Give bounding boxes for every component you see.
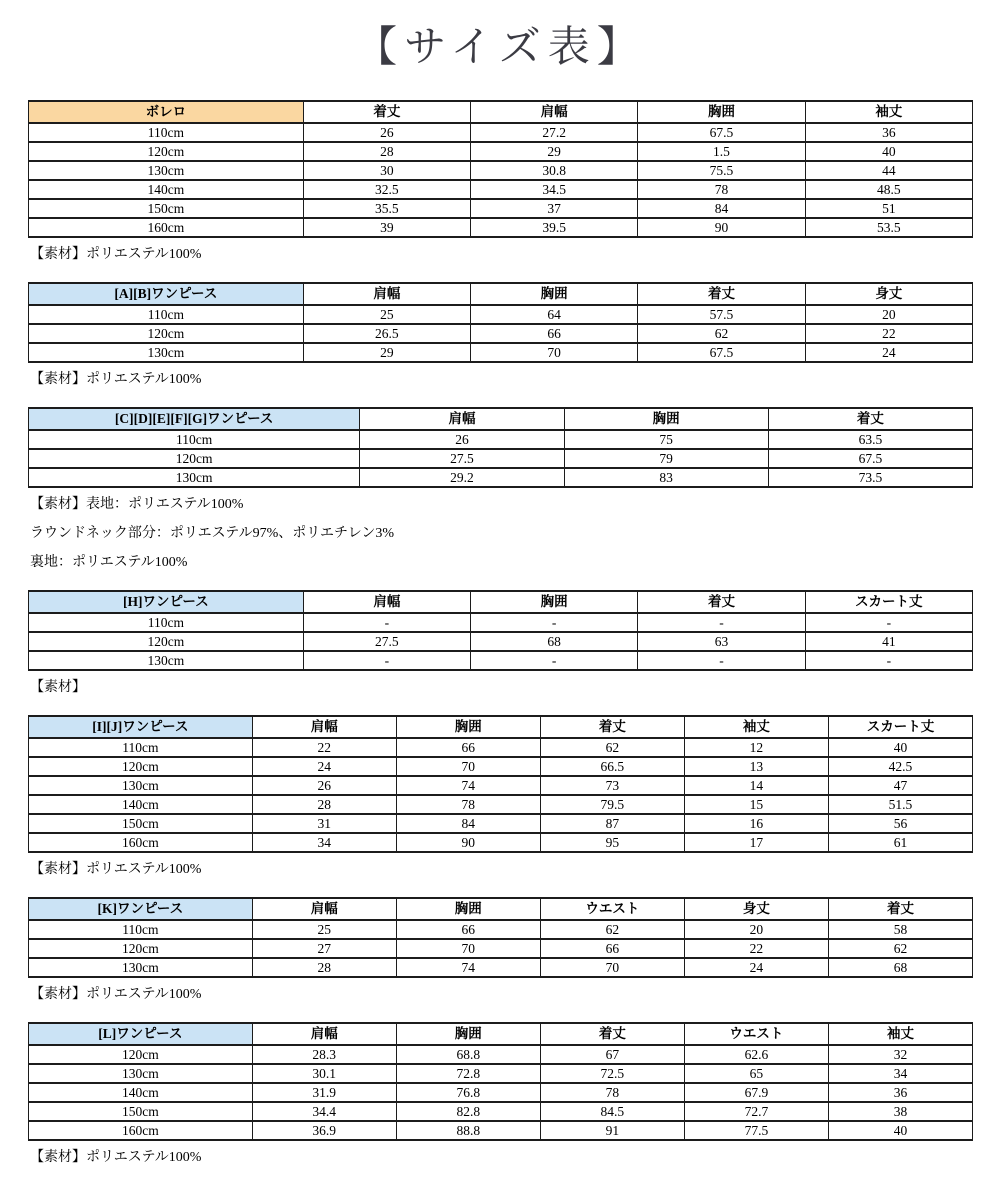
- column-header: 着丈: [540, 716, 684, 738]
- value-cell: -: [638, 613, 805, 632]
- size-cell: 110cm: [29, 430, 360, 449]
- value-cell: -: [303, 651, 470, 670]
- value-cell: 36: [828, 1083, 972, 1102]
- value-cell: 35.5: [303, 199, 470, 218]
- value-cell: 64: [471, 305, 638, 324]
- value-cell: 67.9: [684, 1083, 828, 1102]
- value-cell: 26: [360, 430, 564, 449]
- table-row: [29, 123, 973, 142]
- header-row: [29, 591, 973, 613]
- size-cell: 160cm: [29, 218, 304, 237]
- value-cell: 79.5: [540, 795, 684, 814]
- column-header: 肩幅: [303, 283, 470, 305]
- value-cell: 72.8: [396, 1064, 540, 1083]
- value-cell: 38: [828, 1102, 972, 1121]
- size-cell: 140cm: [29, 1083, 253, 1102]
- value-cell: 90: [638, 218, 805, 237]
- size-cell: 150cm: [29, 199, 304, 218]
- table-row: [29, 939, 973, 958]
- table-title-cell: [H]ワンピース: [29, 591, 304, 613]
- size-cell: 140cm: [29, 180, 304, 199]
- value-cell: 76.8: [396, 1083, 540, 1102]
- value-cell: 84: [638, 199, 805, 218]
- value-cell: 27.2: [471, 123, 638, 142]
- value-cell: 68: [471, 632, 638, 651]
- value-cell: 51.5: [828, 795, 972, 814]
- size-cell: 130cm: [29, 468, 360, 487]
- size-table-section: [28, 100, 973, 267]
- table-row: [29, 142, 973, 161]
- value-cell: 84.5: [540, 1102, 684, 1121]
- value-cell: 62.6: [684, 1045, 828, 1064]
- table-row: [29, 833, 973, 852]
- column-header: 袖丈: [805, 101, 972, 123]
- value-cell: 39: [303, 218, 470, 237]
- value-cell: 62: [540, 920, 684, 939]
- value-cell: 13: [684, 757, 828, 776]
- table-row: [29, 1045, 973, 1064]
- table-row: [29, 776, 973, 795]
- value-cell: 78: [638, 180, 805, 199]
- material-note: 【素材】ポリエステル100%: [30, 1150, 202, 1166]
- value-cell: 74: [396, 958, 540, 977]
- value-cell: 30.8: [471, 161, 638, 180]
- table-title-cell: [A][B]ワンピース: [29, 283, 304, 305]
- value-cell: 32: [828, 1045, 972, 1064]
- value-cell: 30: [303, 161, 470, 180]
- table-row: [29, 757, 973, 776]
- table-row: [29, 1083, 973, 1102]
- column-header: 胸囲: [471, 283, 638, 305]
- table-row: [29, 305, 973, 324]
- value-cell: 83: [564, 468, 768, 487]
- size-cell: 130cm: [29, 776, 253, 795]
- column-header: 着丈: [638, 283, 805, 305]
- value-cell: 17: [684, 833, 828, 852]
- header-row: [29, 408, 973, 430]
- size-cell: 120cm: [29, 449, 360, 468]
- value-cell: 63.5: [768, 430, 972, 449]
- column-header: 胸囲: [564, 408, 768, 430]
- value-cell: 31.9: [252, 1083, 396, 1102]
- value-cell: 87: [540, 814, 684, 833]
- value-cell: 62: [540, 738, 684, 757]
- size-cell: 130cm: [29, 958, 253, 977]
- table-row: [29, 814, 973, 833]
- size-table: [28, 590, 973, 671]
- size-cell: 120cm: [29, 757, 253, 776]
- value-cell: 82.8: [396, 1102, 540, 1121]
- table-row: [29, 1121, 973, 1140]
- size-table: [28, 715, 973, 853]
- size-cell: 160cm: [29, 1121, 253, 1140]
- value-cell: 48.5: [805, 180, 972, 199]
- size-cell: 130cm: [29, 1064, 253, 1083]
- value-cell: 77.5: [684, 1121, 828, 1140]
- value-cell: 28: [252, 958, 396, 977]
- size-table: [28, 407, 973, 488]
- value-cell: 30.1: [252, 1064, 396, 1083]
- table-row: [29, 795, 973, 814]
- value-cell: 26: [303, 123, 470, 142]
- value-cell: 67.5: [638, 123, 805, 142]
- header-row: [29, 1023, 973, 1045]
- value-cell: 42.5: [828, 757, 972, 776]
- value-cell: 90: [396, 833, 540, 852]
- column-header: 着丈: [540, 1023, 684, 1045]
- value-cell: -: [303, 613, 470, 632]
- value-cell: 57.5: [638, 305, 805, 324]
- value-cell: 22: [684, 939, 828, 958]
- value-cell: -: [471, 651, 638, 670]
- value-cell: 66: [540, 939, 684, 958]
- value-cell: 67.5: [638, 343, 805, 362]
- column-header: 着丈: [828, 898, 972, 920]
- table-row: [29, 651, 973, 670]
- size-table: [28, 100, 973, 238]
- value-cell: 66.5: [540, 757, 684, 776]
- value-cell: 14: [684, 776, 828, 795]
- material-note: 【素材】表地：ポリエステル100%: [30, 497, 244, 513]
- value-cell: 66: [396, 738, 540, 757]
- column-header: 肩幅: [303, 591, 470, 613]
- value-cell: 74: [396, 776, 540, 795]
- size-cell: 120cm: [29, 939, 253, 958]
- value-cell: 70: [471, 343, 638, 362]
- value-cell: 28: [303, 142, 470, 161]
- value-cell: 26: [252, 776, 396, 795]
- material-note: 【素材】: [30, 680, 86, 696]
- value-cell: 34: [828, 1064, 972, 1083]
- table-row: [29, 430, 973, 449]
- column-header: 袖丈: [828, 1023, 972, 1045]
- column-header: 着丈: [768, 408, 972, 430]
- column-header: 胸囲: [396, 716, 540, 738]
- material-note: 裏地：ポリエステル100%: [30, 555, 188, 571]
- size-cell: 120cm: [29, 1045, 253, 1064]
- header-row: [29, 898, 973, 920]
- table-title-cell: ボレロ: [29, 101, 304, 123]
- size-table: [28, 1022, 973, 1141]
- size-cell: 140cm: [29, 795, 253, 814]
- value-cell: 29: [471, 142, 638, 161]
- table-row: [29, 958, 973, 977]
- material-note: 【素材】ポリエステル100%: [30, 862, 202, 878]
- table-row: [29, 324, 973, 343]
- table-title-cell: [L]ワンピース: [29, 1023, 253, 1045]
- value-cell: 51: [805, 199, 972, 218]
- value-cell: 20: [805, 305, 972, 324]
- value-cell: 32.5: [303, 180, 470, 199]
- value-cell: 58: [828, 920, 972, 939]
- value-cell: 47: [828, 776, 972, 795]
- value-cell: 67: [540, 1045, 684, 1064]
- value-cell: 91: [540, 1121, 684, 1140]
- column-header: 身丈: [684, 898, 828, 920]
- size-table-section: [28, 1022, 973, 1170]
- size-table-section: [28, 407, 973, 575]
- value-cell: 66: [471, 324, 638, 343]
- column-header: 胸囲: [396, 898, 540, 920]
- column-header: 胸囲: [396, 1023, 540, 1045]
- value-cell: 15: [684, 795, 828, 814]
- value-cell: 28.3: [252, 1045, 396, 1064]
- value-cell: 27.5: [303, 632, 470, 651]
- column-header: 肩幅: [360, 408, 564, 430]
- table-row: [29, 199, 973, 218]
- value-cell: 78: [396, 795, 540, 814]
- size-cell: 160cm: [29, 833, 253, 852]
- table-row: [29, 180, 973, 199]
- size-table: [28, 282, 973, 363]
- value-cell: 53.5: [805, 218, 972, 237]
- size-cell: 120cm: [29, 324, 304, 343]
- header-row: [29, 101, 973, 123]
- value-cell: 25: [303, 305, 470, 324]
- value-cell: 44: [805, 161, 972, 180]
- column-header: 肩幅: [252, 716, 396, 738]
- value-cell: -: [638, 651, 805, 670]
- header-row: [29, 283, 973, 305]
- value-cell: 22: [252, 738, 396, 757]
- table-row: [29, 632, 973, 651]
- value-cell: 24: [805, 343, 972, 362]
- value-cell: -: [805, 613, 972, 632]
- value-cell: 29.2: [360, 468, 564, 487]
- value-cell: 22: [805, 324, 972, 343]
- value-cell: 68.8: [396, 1045, 540, 1064]
- column-header: ウエスト: [684, 1023, 828, 1045]
- material-note: 【素材】ポリエステル100%: [30, 372, 202, 388]
- column-header: 胸囲: [471, 591, 638, 613]
- value-cell: 68: [828, 958, 972, 977]
- column-header: ウエスト: [540, 898, 684, 920]
- value-cell: 40: [828, 738, 972, 757]
- size-table-section: [28, 715, 973, 882]
- value-cell: 65: [684, 1064, 828, 1083]
- value-cell: 12: [684, 738, 828, 757]
- value-cell: 72.7: [684, 1102, 828, 1121]
- page-title: 【サイズ表】: [355, 22, 646, 71]
- table-row: [29, 613, 973, 632]
- value-cell: 27: [252, 939, 396, 958]
- table-row: [29, 161, 973, 180]
- column-header: スカート丈: [828, 716, 972, 738]
- value-cell: 73: [540, 776, 684, 795]
- value-cell: 29: [303, 343, 470, 362]
- column-header: 胸囲: [638, 101, 805, 123]
- header-row: [29, 716, 973, 738]
- value-cell: 63: [638, 632, 805, 651]
- table-row: [29, 218, 973, 237]
- size-tables-container: [28, 100, 973, 1170]
- value-cell: 34.4: [252, 1102, 396, 1121]
- material-note: 【素材】ポリエステル100%: [30, 987, 202, 1003]
- size-cell: 130cm: [29, 161, 304, 180]
- size-table: [28, 897, 973, 978]
- column-header: スカート丈: [805, 591, 972, 613]
- value-cell: 24: [252, 757, 396, 776]
- value-cell: 31: [252, 814, 396, 833]
- table-row: [29, 738, 973, 757]
- size-table-section: [28, 282, 973, 392]
- value-cell: 36: [805, 123, 972, 142]
- value-cell: 16: [684, 814, 828, 833]
- size-cell: 110cm: [29, 305, 304, 324]
- value-cell: 88.8: [396, 1121, 540, 1140]
- value-cell: 36.9: [252, 1121, 396, 1140]
- value-cell: 73.5: [768, 468, 972, 487]
- value-cell: 24: [684, 958, 828, 977]
- value-cell: 70: [396, 757, 540, 776]
- table-title-cell: [K]ワンピース: [29, 898, 253, 920]
- size-cell: 110cm: [29, 920, 253, 939]
- size-cell: 130cm: [29, 343, 304, 362]
- size-table-section: [28, 590, 973, 700]
- value-cell: -: [471, 613, 638, 632]
- value-cell: 56: [828, 814, 972, 833]
- material-note: ラウンドネック部分：ポリエステル97%、ポリエチレン3%: [30, 526, 395, 542]
- value-cell: 75.5: [638, 161, 805, 180]
- value-cell: 70: [396, 939, 540, 958]
- size-table-section: [28, 897, 973, 1007]
- table-row: [29, 449, 973, 468]
- value-cell: 1.5: [638, 142, 805, 161]
- column-header: 身丈: [805, 283, 972, 305]
- material-note: 【素材】ポリエステル100%: [30, 247, 202, 263]
- value-cell: 75: [564, 430, 768, 449]
- column-header: 袖丈: [684, 716, 828, 738]
- value-cell: 72.5: [540, 1064, 684, 1083]
- value-cell: 27.5: [360, 449, 564, 468]
- value-cell: 25: [252, 920, 396, 939]
- value-cell: 62: [638, 324, 805, 343]
- size-cell: 150cm: [29, 814, 253, 833]
- table-title-cell: [I][J]ワンピース: [29, 716, 253, 738]
- value-cell: 79: [564, 449, 768, 468]
- table-row: [29, 920, 973, 939]
- value-cell: 39.5: [471, 218, 638, 237]
- table-row: [29, 468, 973, 487]
- value-cell: 41: [805, 632, 972, 651]
- value-cell: 34.5: [471, 180, 638, 199]
- column-header: 着丈: [303, 101, 470, 123]
- value-cell: 84: [396, 814, 540, 833]
- value-cell: 20: [684, 920, 828, 939]
- value-cell: 61: [828, 833, 972, 852]
- size-cell: 110cm: [29, 123, 304, 142]
- size-cell: 120cm: [29, 142, 304, 161]
- value-cell: 26.5: [303, 324, 470, 343]
- size-cell: 120cm: [29, 632, 304, 651]
- value-cell: 40: [805, 142, 972, 161]
- table-row: [29, 1102, 973, 1121]
- column-header: 肩幅: [252, 1023, 396, 1045]
- column-header: 肩幅: [471, 101, 638, 123]
- size-cell: 110cm: [29, 613, 304, 632]
- value-cell: 67.5: [768, 449, 972, 468]
- value-cell: -: [805, 651, 972, 670]
- value-cell: 40: [828, 1121, 972, 1140]
- value-cell: 66: [396, 920, 540, 939]
- size-cell: 130cm: [29, 651, 304, 670]
- table-title-cell: [C][D][E][F][G]ワンピース: [29, 408, 360, 430]
- value-cell: 37: [471, 199, 638, 218]
- value-cell: 70: [540, 958, 684, 977]
- column-header: 肩幅: [252, 898, 396, 920]
- size-cell: 150cm: [29, 1102, 253, 1121]
- table-row: [29, 343, 973, 362]
- value-cell: 78: [540, 1083, 684, 1102]
- value-cell: 62: [828, 939, 972, 958]
- size-cell: 110cm: [29, 738, 253, 757]
- column-header: 着丈: [638, 591, 805, 613]
- value-cell: 34: [252, 833, 396, 852]
- value-cell: 28: [252, 795, 396, 814]
- table-row: [29, 1064, 973, 1083]
- value-cell: 95: [540, 833, 684, 852]
